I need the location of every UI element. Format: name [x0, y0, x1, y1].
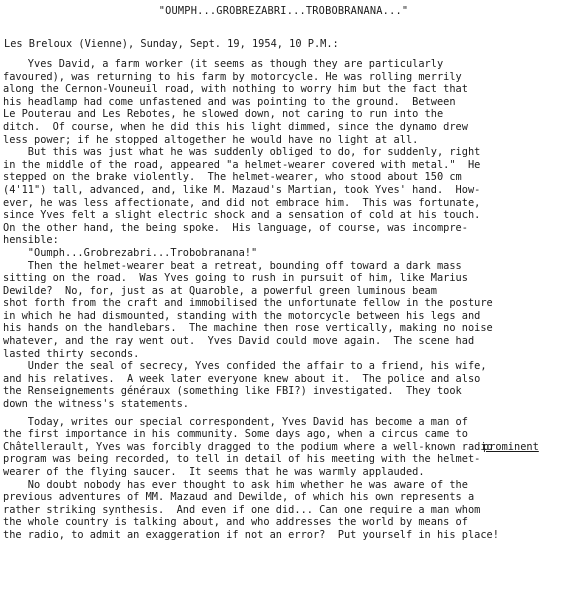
text-line: Dewilde? No, for, just as at Quaroble, a powerful green luminous beam: [3, 284, 437, 297]
text-line: along the Cernon-Vouneuil road, with nothing to worry him but the fact that: [3, 83, 468, 96]
text-line: shot forth from the craft and immobilised the unfortunate fellow in the posture: [3, 297, 493, 310]
text-line: his headlamp had come unfastened and was pointing to the ground. Between: [3, 95, 456, 108]
text-line: wearer of the flying saucer. It seems that he was warmly applauded.: [3, 466, 425, 478]
text-line: (4'11") tall, advanced, and, like M. Mazaud's Martian, took Yves' hand. How-: [3, 183, 481, 196]
text-line: and his relatives. A week later everyone knew about it. The police and also: [3, 372, 481, 385]
text-line: the Renseignements généraux (something like FBI?) investigated. They took: [3, 385, 462, 398]
text-line: Yves David, a farm worker (it seems as though they are particularly: [3, 58, 444, 70]
text-line: Then the helmet-wearer beat a retreat, bounding off toward a dark mass: [3, 259, 462, 272]
text-line: On the other hand, the being spoke. His language, of course, was incompre-: [3, 221, 468, 234]
text-line: stepped on the brake violently. The helmet-wearer, who stood about 150 cm: [3, 171, 462, 184]
text-line: But this was just what he was suddenly obliged to do, for suddenly, right: [3, 146, 481, 159]
text-line: program was being recorded, to tell in detail of his meeting with the helmet-: [3, 453, 481, 466]
text-line: "Oumph...Grobrezabri...Trobobranana!": [3, 246, 258, 259]
text-line: down the witness's statements.: [3, 398, 189, 411]
text-line: whatever, and the ray went out. Yves David could move again. The scene had: [3, 335, 475, 348]
text-line: the whole country is talking about, and who addresses the world by means of: [3, 516, 468, 529]
text-line: sitting on the road. Was Yves going to rush in pursuit of him, like Marius: [3, 272, 468, 285]
text-line: Today, writes our special correspondent, Yves David has become a man of: [3, 415, 468, 428]
text-line: in the middle of the road, appeared "a helmet-wearer covered with metal." He: [3, 158, 481, 171]
text-line: ever, he was less affectionate, and did not embrace him. This was fortunate,: [3, 196, 481, 209]
document-body: [3, 58, 565, 542]
text-line: Under the seal of secrecy, Yves confided the affair to a friend, his wife,: [3, 360, 487, 373]
text-line: since Yves felt a slight electric shock and a sensation of cold at his touch.: [3, 209, 481, 222]
handwritten-insert: prominent: [483, 441, 539, 453]
text-line: the first importance in his community. Some days ago, when a circus came to: [3, 428, 468, 441]
text-line: the radio, to admit an exaggeration if not an error? Put yourself in his place!: [3, 528, 499, 541]
text-line: previous adventures of MM. Mazaud and Dewilde, of which his own represents a: [3, 491, 475, 504]
dateline: Les Breloux (Vienne), Sunday, Sept. 19, 1954, 10 P.M.:: [4, 38, 339, 50]
text-line: lasted thirty seconds.: [3, 347, 140, 360]
text-line: less power; if he stopped altogether he would have no light at all.: [3, 133, 419, 146]
text-line: favoured), was returning to his farm by motorcycle. He was rolling merrily: [3, 70, 462, 83]
text-line: rather striking synthesis. And even if one did... Can one require a man whom: [3, 503, 481, 516]
text-line: No doubt nobody has ever thought to ask him whether he was aware of the: [3, 478, 468, 491]
text-line: his hands on the handlebars. The machine then rose vertically, making no noise: [3, 322, 493, 335]
text-line: Châtellerault, Yves was forcibly dragged to the podium where a well-known radio: [3, 440, 493, 453]
document-title: "OUMPH...GROBREZABRI...TROBOBRANANA...": [158, 5, 409, 17]
text-line: in which he had dismounted, standing with the motorcycle between his legs and: [3, 309, 481, 322]
text-line: ditch. Of course, when he did this his light dimmed, since the dynamo drew: [3, 120, 468, 133]
text-line: hensible:: [3, 234, 59, 247]
text-line: Le Pouterau and Les Rebotes, he slowed down, not caring to run into the: [3, 108, 444, 121]
